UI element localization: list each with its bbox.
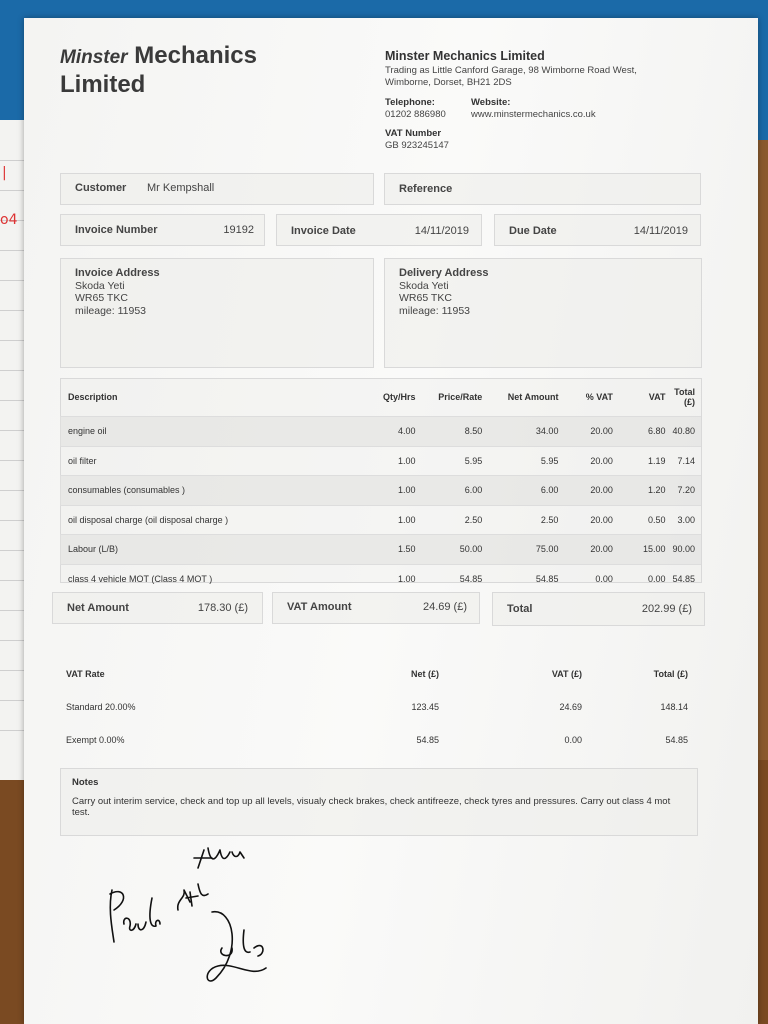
delivery-address-box <box>384 258 702 368</box>
column-header: VAT Rate <box>66 669 105 679</box>
red-mark: | <box>2 165 7 181</box>
cell: 6.00 <box>422 476 489 506</box>
cell: engine oil <box>60 417 369 447</box>
invoice-number-label: Invoice Number <box>75 224 158 236</box>
cell: 5.95 <box>422 446 489 476</box>
cell: oil filter <box>60 446 369 476</box>
column-header: Qty/Hrs <box>383 392 416 402</box>
customer-label: Customer <box>75 182 127 194</box>
cell: 20.00 <box>564 476 618 506</box>
table-row <box>60 564 701 593</box>
vat-amount-label: VAT Amount <box>287 601 352 613</box>
cell: 7.20 <box>671 476 701 506</box>
delivery-address-line: Skoda Yeti <box>399 279 449 292</box>
cell: 6.00 <box>488 476 564 506</box>
cell: 1.00 <box>369 446 422 476</box>
cell: 20.00 <box>564 417 618 447</box>
cell: 5.95 <box>488 446 564 476</box>
cell: 1.00 <box>369 505 422 535</box>
notes-text: Carry out interim service, check and top up all levels, visualy check brakes, check antifreeze, check tyres and pressures. Carry out class 4 mot test. <box>72 796 671 818</box>
invoice-paper <box>24 18 758 1024</box>
cell: 20.00 <box>564 446 618 476</box>
company-name: Minster Mechanics Limited <box>385 49 545 63</box>
column-header: Description <box>68 392 118 402</box>
cell: 34.00 <box>488 417 564 447</box>
cell: 54.85 <box>665 734 688 745</box>
cell: 0.50 <box>619 505 672 535</box>
cell: Exempt 0.00% <box>66 734 125 745</box>
cell: 75.00 <box>488 535 564 565</box>
cell: Standard 20.00% <box>66 701 136 712</box>
invoice-date: 14/11/2019 <box>414 225 469 237</box>
cell: 54.85 <box>422 564 489 593</box>
vat-amount-box <box>272 592 480 624</box>
reference-label: Reference <box>399 183 453 195</box>
telephone: 01202 886980 <box>385 109 446 120</box>
column-header: Total (£) <box>653 669 688 679</box>
cell: 54.85 <box>416 734 439 745</box>
table-row <box>60 505 701 535</box>
table-row <box>60 690 700 723</box>
due-date-box <box>494 214 701 246</box>
total-value: 202.99 <box>641 603 676 615</box>
invoice-date-label: Invoice Date <box>291 225 356 237</box>
cell: 54.85 <box>671 564 701 593</box>
cell: 50.00 <box>422 535 489 565</box>
line-items-table <box>60 378 701 593</box>
table-row <box>60 446 701 476</box>
cell: 90.00 <box>671 535 701 565</box>
cell: oil disposal charge (oil disposal charge ) <box>60 505 369 535</box>
invoice-address-box <box>60 258 374 368</box>
cell: 2.50 <box>488 505 564 535</box>
cell: 54.85 <box>488 564 564 593</box>
cell: Labour (L/B) <box>60 535 369 565</box>
cell: 4.00 <box>369 417 422 447</box>
column-header: Price/Rate <box>438 392 483 402</box>
net-amount-box <box>52 592 263 624</box>
due-date: 14/11/2019 <box>633 225 688 237</box>
invoice-date-box <box>276 214 482 246</box>
table-row <box>60 535 701 565</box>
cell: 7.14 <box>671 446 701 476</box>
due-date-label: Due Date <box>509 225 557 237</box>
delivery-address-line: WR65 TKC <box>399 292 452 304</box>
net-amount-value: 178.30 <box>197 602 232 614</box>
cell: 1.20 <box>619 476 672 506</box>
cell: 123.45 <box>411 701 439 712</box>
column-header: VAT (£) <box>551 669 582 679</box>
cell: 20.00 <box>564 535 618 565</box>
column-header: Net Amount <box>507 392 559 402</box>
cell: 1.50 <box>369 535 422 565</box>
delivery-address-line: mileage: 11953 <box>399 304 471 317</box>
cell: 1.19 <box>619 446 672 476</box>
company-logo: Minster Mechanics Limited <box>60 42 257 98</box>
cell: consumables (consumables ) <box>60 476 369 506</box>
column-header: VAT <box>648 392 666 402</box>
table-header-row <box>60 658 700 690</box>
cell: 148.14 <box>660 701 688 712</box>
telephone-label: Telephone: <box>385 97 435 108</box>
handwritten-signature <box>94 828 294 988</box>
currency: (£) <box>678 603 692 615</box>
cell: 3.00 <box>671 505 701 535</box>
cell: 8.50 <box>422 417 489 447</box>
table-row <box>60 417 701 447</box>
cell: 24.69 <box>559 701 582 712</box>
invoice-address-label: Invoice Address <box>75 267 160 279</box>
invoice-address-line: WR65 TKC <box>75 292 128 304</box>
table-row <box>60 476 701 506</box>
vat-number-label: VAT Number <box>385 128 442 139</box>
vat-number: GB 923245147 <box>385 140 449 151</box>
currency: (£) <box>453 601 467 613</box>
cell: 0.00 <box>564 564 618 593</box>
total-label: Total <box>507 603 533 615</box>
invoice-number-box <box>60 214 265 246</box>
website-label: Website: <box>471 97 511 108</box>
cell: 0.00 <box>619 564 672 593</box>
company-address-line1: Trading as Little Canford Garage, 98 Wimborne Road West, <box>385 65 637 76</box>
red-mark: o4 <box>0 212 18 228</box>
column-header: Net (£) <box>410 669 439 679</box>
cell: class 4 vehicle MOT (Class 4 MOT ) <box>60 564 369 593</box>
table-header-row <box>60 378 701 417</box>
company-address-line2: Wimborne, Dorset, BH21 2DS <box>385 77 512 88</box>
customer-box <box>60 173 374 205</box>
reference-box <box>384 173 701 205</box>
cell: 0.00 <box>564 734 582 745</box>
column-header: % VAT <box>585 392 613 402</box>
cell: 1.00 <box>369 476 422 506</box>
website: www.minstermechanics.co.uk <box>471 109 596 120</box>
vat-summary-table <box>60 658 700 756</box>
invoice-address-line: mileage: 11953 <box>75 304 147 317</box>
delivery-address-label: Delivery Address <box>399 267 489 279</box>
table-row <box>60 723 700 756</box>
customer-name: Mr Kempshall <box>147 182 215 194</box>
notes-label: Notes <box>72 777 99 788</box>
vat-amount-value: 24.69 <box>422 601 451 613</box>
cell: 15.00 <box>619 535 672 565</box>
total-box <box>492 592 705 626</box>
invoice-number: 19192 <box>223 224 254 236</box>
column-header: Total (£) <box>674 387 695 407</box>
cell: 20.00 <box>564 505 618 535</box>
cell: 2.50 <box>422 505 489 535</box>
cell: 6.80 <box>619 417 672 447</box>
company-details <box>385 50 637 152</box>
cell: 1.00 <box>369 564 422 593</box>
invoice-address-line: Skoda Yeti <box>75 279 125 292</box>
currency: (£) <box>234 602 248 614</box>
net-amount-label: Net Amount <box>67 602 129 614</box>
cell: 40.80 <box>671 417 701 447</box>
